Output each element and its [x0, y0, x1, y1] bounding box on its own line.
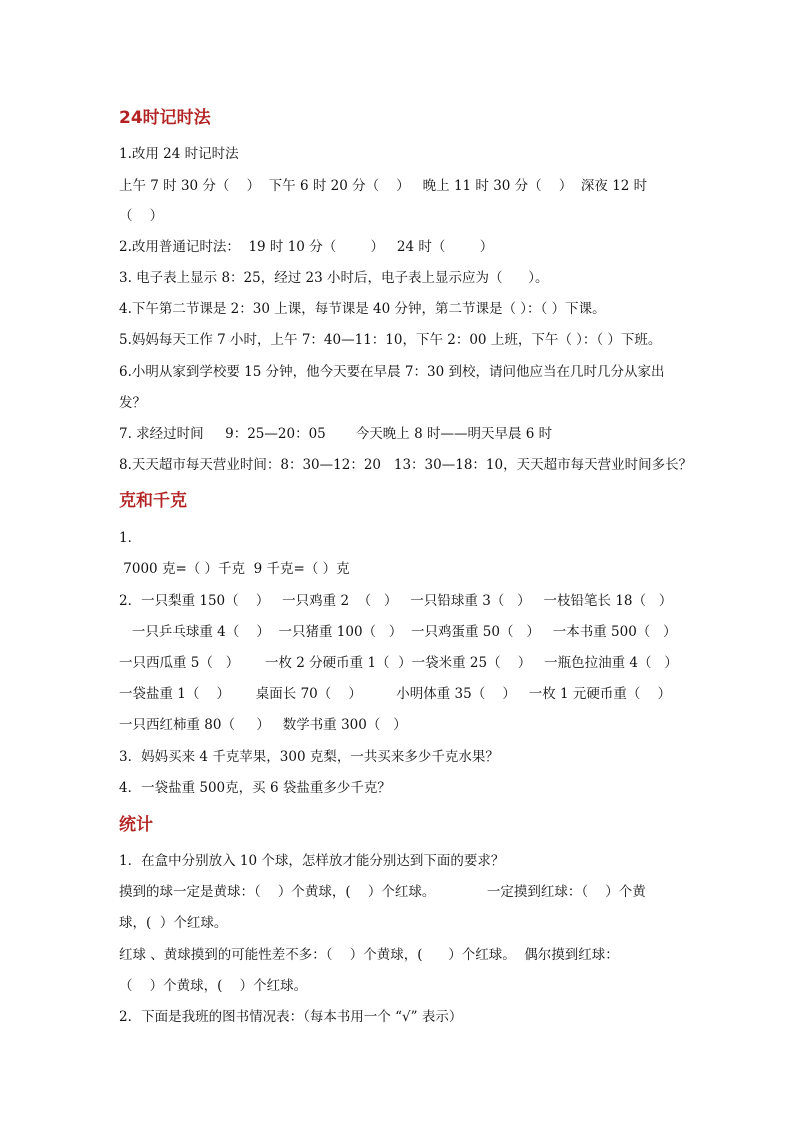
question-line: 1.改用 24 时记时法: [119, 146, 239, 162]
question-line: 2．一只梨重 150（ ） 一只鸡重 2 （ ） 一只铅球重 3（ ） 一枝铅笔长 18（ ）: [119, 593, 673, 609]
section-heading-grams-kilograms: 克和千克: [119, 491, 187, 511]
question-line: （ ）个黄球，( ）个红球。: [119, 978, 308, 994]
question-line: 4．一袋盐重 500克，买 6 袋盐重多少千克？: [119, 780, 391, 796]
question-line: （ ）: [119, 208, 164, 224]
question-line: 一袋盐重 1（ ） 桌面长 70（ ） 小明体重 35（ ） 一枚 1 元硬币重（ ）: [119, 686, 672, 702]
question-line: 7000 克=（ ）千克 9 千克=（ ）克: [119, 561, 350, 577]
question-line: 一只乒乓球重 4（ ） 一只猪重 100（ ） 一只鸡蛋重 50（ ） 一本书重 500（ ）: [119, 624, 677, 640]
question-line: 6.小明从家到学校要 15 分钟，他今天要在早晨 7：30 到校，请问他应当在几时几分从家出: [119, 364, 665, 380]
section-heading-statistics: 统计: [119, 815, 153, 835]
question-line: 3．妈妈买来 4 千克苹果，300 克梨，一共买来多少千克水果？: [119, 749, 499, 765]
question-line: 摸到的球一定是黄球：（ ）个黄球，( ）个红球。 一定摸到红球：（ ）个黄: [119, 884, 646, 900]
question-line: 4.下午第二节课是 2：30 上课，每节课是 40 分钟，第二节课是（ ）：（ ）下课。: [119, 301, 606, 317]
question-line: 1．在盒中分别放入 10 个球，怎样放才能分别达到下面的要求？: [119, 853, 505, 869]
question-line: 一只西瓜重 5（ ） 一枚 2 分硬币重 1（ ）一袋米重 25（ ） 一瓶色拉油重 4（ ）: [119, 655, 678, 671]
question-line: 2.改用普通记时法： 19 时 10 分（ ） 24 时（ ）: [119, 239, 494, 255]
question-line: 球，( ）个红球。: [119, 915, 228, 931]
question-line: 2．下面是我班的图书情况表：（每本书用一个 “√” 表示）: [119, 1009, 463, 1025]
question-line: 3. 电子表上显示 8：25，经过 23 小时后，电子表上显示应为（ ）。: [119, 270, 549, 286]
question-line: 发？: [119, 395, 146, 411]
section-heading-24-hour-time: 24时记时法: [119, 108, 211, 128]
question-line: 红球 、黄球摸到的可能性差不多：（ ）个黄球，( ）个红球。 偶尔摸到红球：: [119, 947, 619, 963]
question-line: 上午 7 时 30 分（ ） 下午 6 时 20 分（ ） 晚上 11 时 30 分（ ） 深夜 12 时: [119, 178, 648, 194]
question-line: 7. 求经过时间 9：25—20：05 今天晚上 8 时——明天早晨 6 时: [119, 426, 553, 442]
question-line: 1．: [119, 530, 142, 546]
question-line: 一只西红柿重 80（ ） 数学书重 300（ ）: [119, 717, 407, 733]
question-line: 5.妈妈每天工作 7 小时，上午 7：40—11：10，下午 2：00 上班，下午（ ）：（ ）下班。: [119, 332, 662, 348]
question-line: 8.天天超市每天营业时间：8：30—12：20 13：30—18：10，天天超市每天营业时间多长？: [119, 457, 693, 473]
